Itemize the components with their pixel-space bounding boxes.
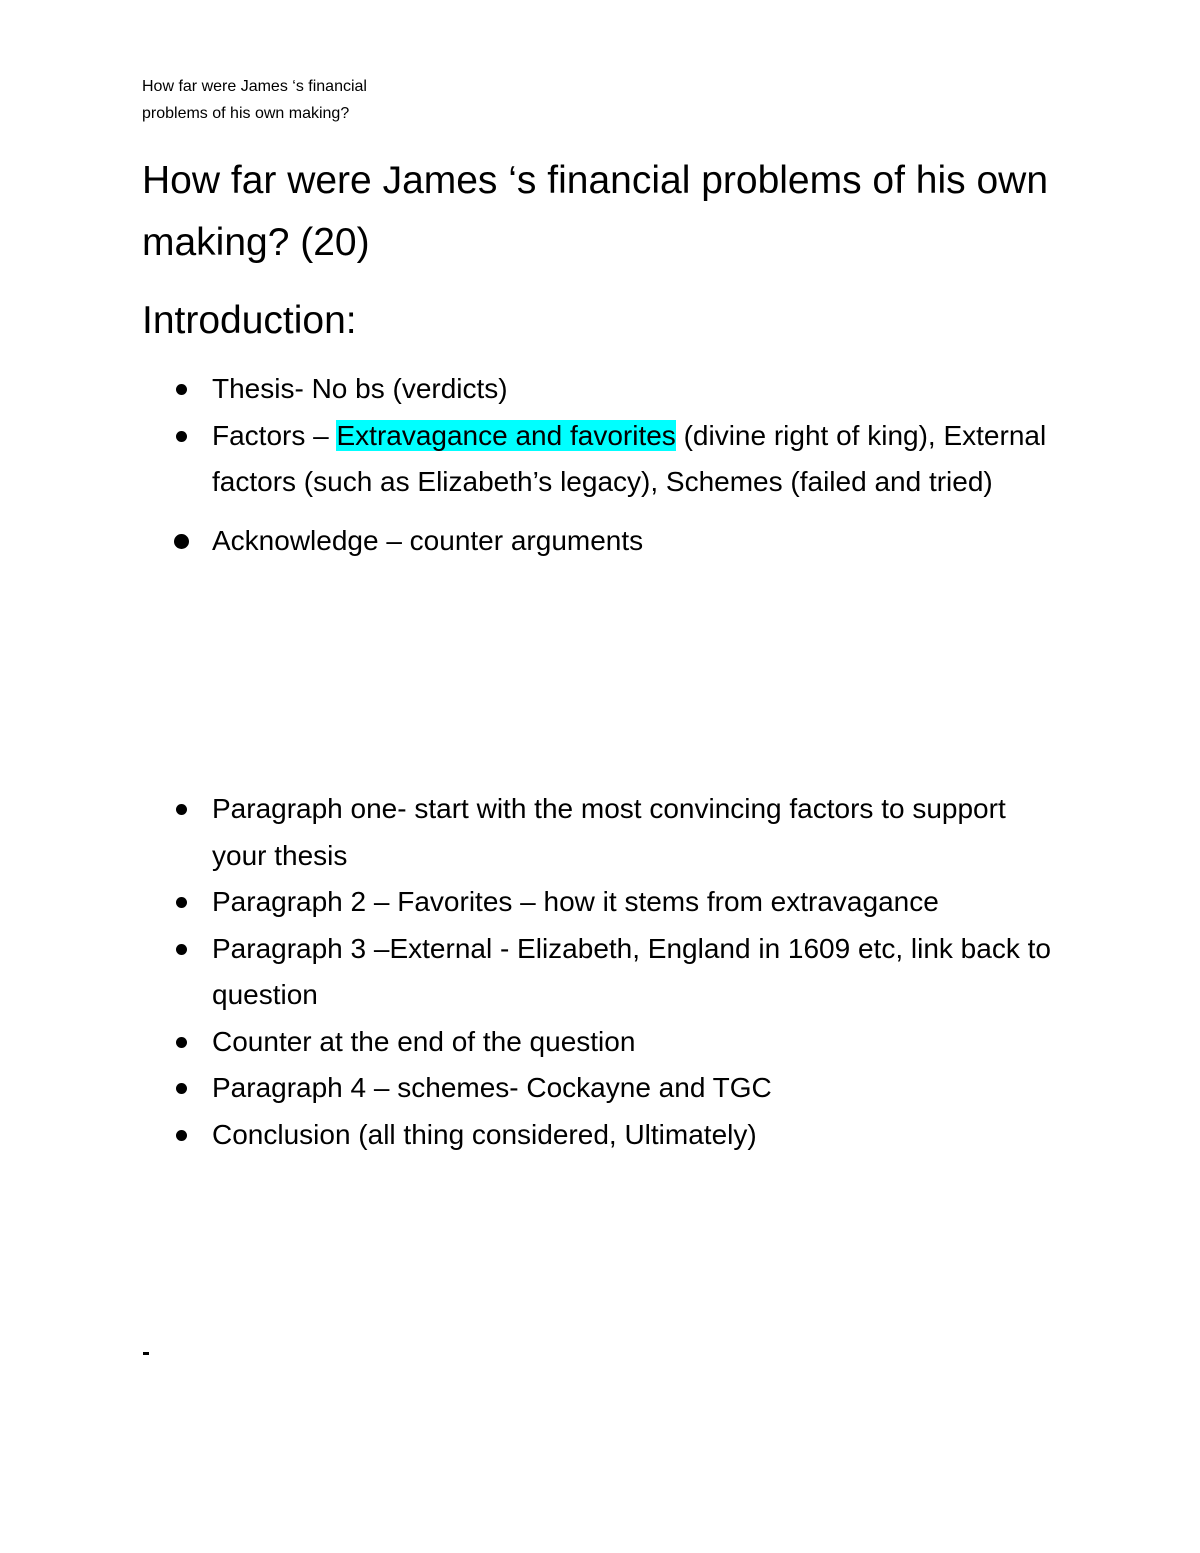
bullet-icon [176, 1037, 187, 1048]
bullet-icon [176, 944, 187, 955]
list-item [142, 1065, 1062, 1112]
plan-item-text: Paragraph one- start with the most convincing factors to support your thesis [212, 793, 1006, 871]
bullet-icon [176, 431, 187, 442]
plan-item-text: Paragraph 4 – schemes- Cockayne and TGC [212, 1072, 772, 1103]
bullet-icon [176, 1083, 187, 1094]
plan-item-text: Paragraph 2 – Favorites – how it stems from extravagance [212, 886, 939, 917]
introduction-list [142, 366, 1062, 564]
plan-item-text: Conclusion (all thing considered, Ultimately) [212, 1118, 757, 1150]
plan-item-text: Counter at the end of the question [212, 1025, 636, 1057]
bullet-icon [176, 897, 187, 908]
bullet-icon [176, 1130, 187, 1141]
header-line-2: problems of his own making? [142, 105, 350, 122]
thesis-text: Thesis- No bs (verdicts) [212, 373, 508, 404]
list-item [142, 786, 1062, 879]
factors-prefix: Factors – [212, 419, 337, 451]
page-header [142, 73, 442, 127]
list-item [142, 1112, 1062, 1159]
highlighted-text: Extravagance and favorites [336, 419, 676, 451]
bullet-icon [174, 534, 189, 549]
list-item [142, 926, 1062, 1019]
list-item [142, 1019, 1062, 1066]
plan-item-text: Paragraph 3 –External - Elizabeth, England in 1609 etc, link back to question [212, 932, 1051, 1010]
bullet-icon [176, 384, 187, 395]
bullet-icon [176, 804, 187, 815]
document-title: How far were James ‘s financial problems of his own making? (20) [142, 159, 1049, 264]
list-item [142, 879, 1062, 926]
list-item-thesis [142, 366, 1062, 413]
introduction-heading: Introduction: [142, 299, 357, 342]
stray-mark [143, 1352, 149, 1355]
list-item-acknowledge [142, 518, 1062, 565]
factors-rest: (divine right of king), External factors (such as Elizabeth’s legacy), Schemes (failed and tried) [212, 419, 1047, 497]
acknowledge-text: Acknowledge – counter arguments [212, 524, 644, 556]
essay-plan-list [142, 786, 1062, 1158]
header-line-1: How far were James ‘s financial [142, 78, 367, 95]
list-item-factors [142, 413, 1062, 506]
